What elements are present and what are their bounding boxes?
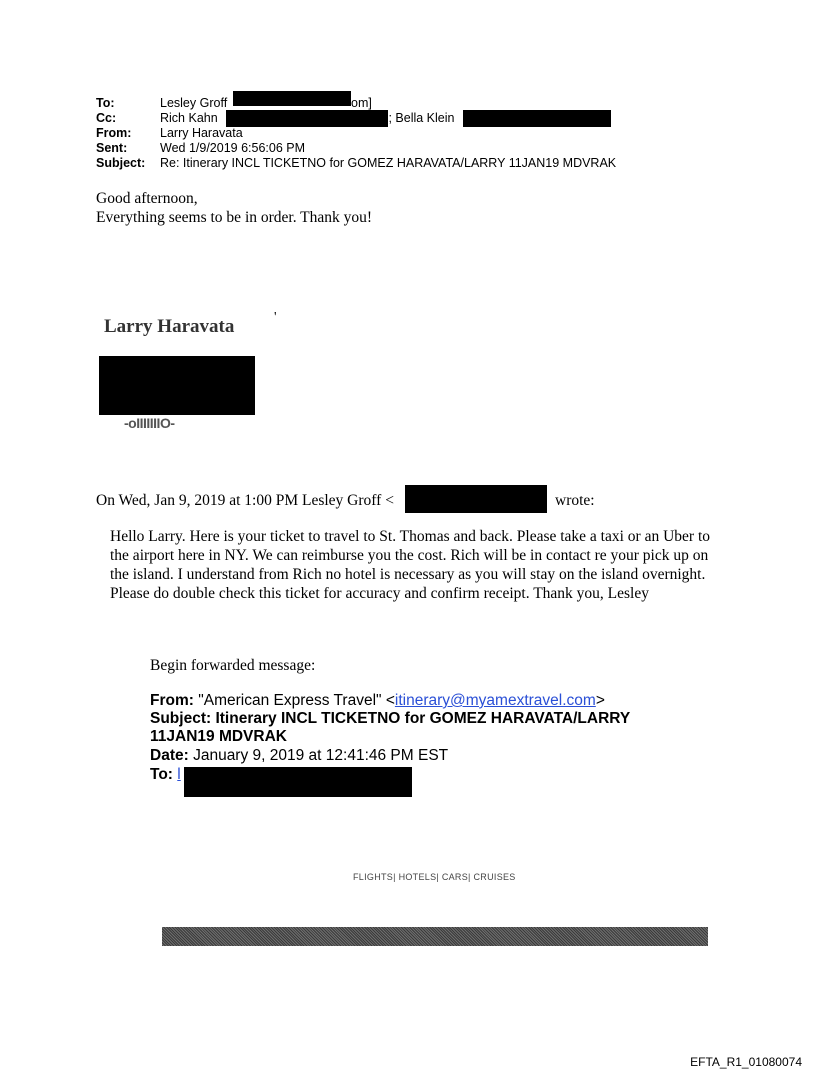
forwarded-date-value: January 9, 2019 at 12:41:46 PM EST [193,747,449,764]
forwarded-begin: Begin forwarded message: [150,657,316,674]
reply-line: Everything seems to be in order. Thank you! [96,209,373,226]
nav-separator: | [393,872,396,882]
travel-nav [353,872,516,882]
redaction-cc-email-1 [226,110,388,127]
document-id: EFTA_R1_01080074 [690,1055,802,1069]
from-value: Larry Haravata [160,126,243,140]
nav-separator: | [436,872,440,882]
forwarded-date-line [150,747,448,765]
redaction-cc-email-2 [463,110,611,127]
sent-label: Sent: [96,141,128,155]
nav-flights-link[interactable]: FLIGHTS [353,872,394,882]
quote-body: Hello Larry. Here is your ticket to travel to St. Thomas and back. Please take a taxi or an Uber to the airport here in NY. We can reimburse you the cost. Rich will be in contact re your pick up on the island. I understand from Rich no hotel is necessary as you will stay on the island overnight. Please do double check this ticket for accuracy and confirm receipt. Thank you, Lesley [110,528,711,602]
signature-tick: ' [274,310,277,325]
redaction-quote-email [405,485,547,513]
sent-value: Wed 1/9/2019 6:56:06 PM [160,141,306,155]
redaction-signature-block [99,356,255,415]
forwarded-from-name: "American Express Travel" < [198,692,395,709]
reply-greeting: Good afternoon, [96,190,198,207]
forwarded-from-label: From: [150,692,194,709]
forwarded-from-line [150,692,605,710]
forwarded-subject-value-2: 11JAN19 MDVRAK [150,728,287,745]
subject-value: Re: Itinerary INCL TICKETNO for GOMEZ HARAVATA/LARRY 11JAN19 MDVRAK [160,156,617,170]
signature-separator: -oIIIIIIIO- [124,415,175,431]
nav-cruises-link[interactable]: CRUISES [473,872,516,882]
forwarded-from-close: > [595,692,605,709]
banner-bar [162,927,708,946]
nav-hotels-link[interactable]: HOTELS [398,872,437,882]
signature-name: Larry Haravata [104,316,235,337]
cc-value-1: Rich Kahn [160,111,218,125]
to-value: Lesley Groff [160,96,228,110]
forwarded-to-line [150,766,181,784]
cc-value-2: ]; Bella Klein [385,111,455,125]
forwarded-subject-line1 [150,710,630,728]
reply-body [96,189,372,227]
forwarded-subject-value-1: Itinerary INCL TICKETNO for GOMEZ HARAVATA/LARRY [215,710,631,727]
forwarded-to-label: To: [150,766,173,783]
forwarded-subject-label: Subject: [150,710,212,727]
to-value-suffix: om] [351,96,372,110]
subject-label: Subject: [96,156,146,170]
nav-separator: | [468,872,471,882]
forwarded-subject-line2 [150,728,287,746]
redaction-to-email [233,91,351,106]
cc-label: Cc: [96,111,117,125]
forwarded-date-label: Date: [150,747,189,764]
forwarded-to-link[interactable]: l [177,766,181,783]
quote-intro-end: wrote: [555,492,595,509]
quote-intro: On Wed, Jan 9, 2019 at 1:00 PM Lesley Groff < [96,492,394,509]
redaction-forwarded-to [184,767,412,797]
nav-cars-link[interactable]: CARS [441,872,469,882]
forwarded-from-email-link[interactable]: itinerary@myamextravel.com [394,692,596,709]
to-label: To: [96,96,115,110]
from-label: From: [96,126,132,140]
